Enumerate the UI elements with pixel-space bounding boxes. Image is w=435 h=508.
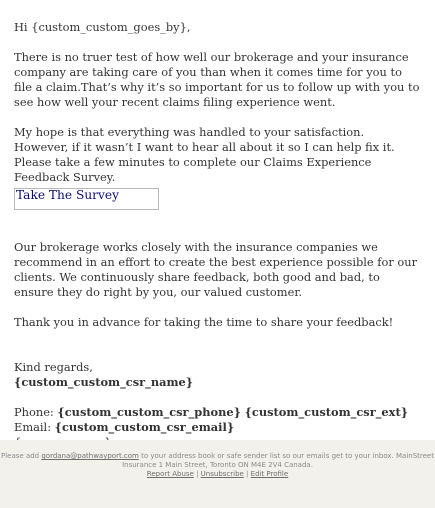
- footer-notice: [0, 452, 435, 470]
- footer-links: [0, 470, 435, 479]
- footer-separator: |: [193, 470, 201, 478]
- intro-paragraph: There is no truer test of how well our brokerage and your insurance company are taking care of you than when it comes time for you to file a claim.That’s why it’s so important for us to follow up with you to see how well your recent claims filing experience went.: [14, 50, 420, 109]
- signoff: Kind regards,: [14, 360, 93, 374]
- unsubscribe-link[interactable]: Unsubscribe: [200, 470, 244, 478]
- greeting: Hi {custom_custom_goes_by},: [14, 20, 191, 34]
- footer-prefix: Please add: [1, 452, 42, 460]
- phone-line: [14, 405, 421, 420]
- footer-suffix: to your address book or safe sender list so our emails get to your inbox. MainStreet Insurance 1 Main Street, Toronto ON M4E 2V4 Canada.: [122, 452, 434, 469]
- email-line: [14, 420, 421, 435]
- thanks-paragraph: Thank you in advance for taking the time to share your feedback!: [14, 315, 394, 329]
- email-footer: [0, 440, 435, 508]
- sender-email-link[interactable]: gordana@pathwayport.com: [41, 452, 139, 460]
- survey-button[interactable]: [14, 188, 159, 210]
- footer-separator: |: [243, 470, 251, 478]
- edit-profile-link[interactable]: Edit Profile: [250, 470, 289, 478]
- phone-label: Phone:: [14, 405, 58, 419]
- survey-link[interactable]: Take The Survey: [16, 188, 119, 202]
- csr-email: {custom_custom_csr_email}: [54, 420, 235, 434]
- request-paragraph: My hope is that everything was handled to your satisfaction. However, if it wasn’t I want to hear all about it so I can help fix it. Please take a few minutes to complete our Claims Experience Feedback Survey.: [14, 125, 395, 184]
- email-label: Email:: [14, 420, 55, 434]
- csr-phone: {custom_custom_csr_phone}: [57, 405, 241, 419]
- brokerage-paragraph: Our brokerage works closely with the insurance companies we recommend in an effort to create the best experience possible for our clients. We continuously share feedback, both good and bad, to ensure they do right by you, our valued customer.: [14, 240, 418, 299]
- csr-ext: {custom_custom_csr_ext}: [244, 405, 409, 419]
- report-abuse-link[interactable]: Report Abuse: [146, 470, 194, 478]
- csr-name: {custom_custom_csr_name}: [14, 375, 194, 389]
